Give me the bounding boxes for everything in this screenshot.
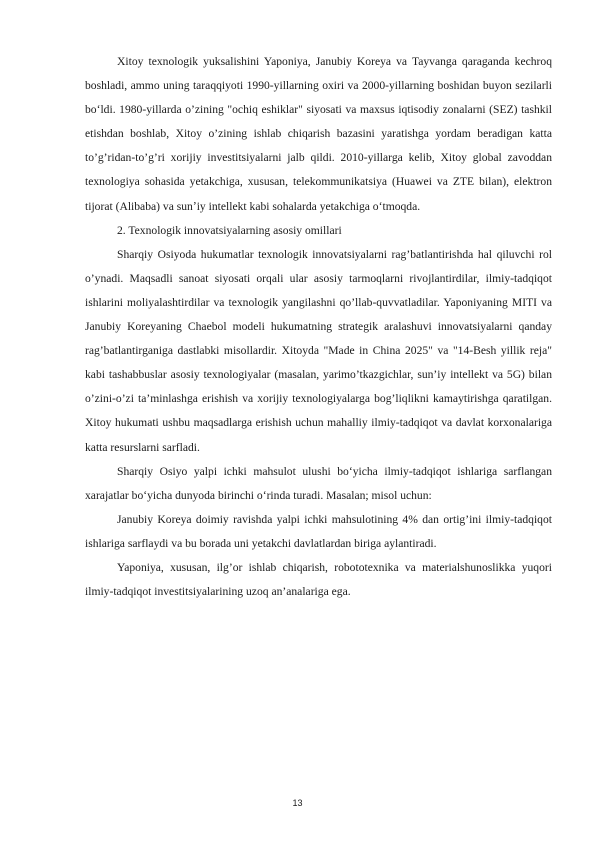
page-number: 13 [292, 798, 303, 808]
paragraph-south-korea: Janubiy Koreya doimiy ravishda yalpi ichki mahsulotining 4% dan ortig’ini ilmiy-tadqiqot ishlariga sarflaydi va bu borada uni yetakchi davlatlardan biriga aylantiradi. [85, 512, 552, 550]
paragraph-china-technology: Xitoy texnologik yuksalishini Yaponiya, Janubiy Koreya va Tayvanga qaraganda kechroq boshladi, ammo uning taraqqiyoti 1990-yillarning oxiri va 2000-yillarning boshidan buyon sezilarli boʻldi. 1980-yillarda o’zining "ochiq eshiklar" siyosati va maxsus iqtisodiy zonalarni (SEZ) tashkil etishdan boshlab, Xitoy o’zining ishlab chiqarish bazasini yaratishga yordam beradigan katta to’g’ridan-to’g’ri xorijiy investitsiyalarni jalb qildi. 2010-yillarga kelib, Xitoy global zavoddan texnologiya sohasida yetakchiga, xususan, telekommunikatsiya (Huawei va ZTE bilan), elektron tijorat (Alibaba) va sunʼiy intellekt kabi sohalarda yetakchiga oʻtmoqda. [85, 55, 552, 213]
paragraph-rnd-spending: Sharqiy Osiyo yalpi ichki mahsulot ulushi boʻyicha ilmiy-tadqiqot ishlariga sarflangan xarajatlar boʻyicha dunyoda birinchi oʻrinda turadi. Masalan; misol uchun: [85, 464, 552, 502]
paragraph-japan: Yaponiya, xususan, ilg’or ishlab chiqarish, robototexnika va materialshunoslikka yuqori ilmiy-tadqiqot investitsiyalarining uzoq an’analariga ega. [85, 560, 552, 599]
section-heading: 2. Texnologik innovatsiyalarning asosiy omillari [117, 223, 342, 237]
paragraph-government-role: Sharqiy Osiyoda hukumatlar texnologik innovatsiyalarni rag’batlantirishda hal qiluvchi rol o’ynadi. Maqsadli sanoat siyosati orqali ular asosiy tarmoqlarni rivojlantirdilar, ilmiy-tadqiqot ishlarini moliyalashtirdilar va texnologik yangilashni qo’llab-quvvatladilar. Yaponiyaning MITI va Janubiy Koreyaning Chaebol modeli hukumatning strategik aralashuvi innovatsiyalarni qanday rag’batlantirganiga dastlabki misollardir. Xitoyda "Made in China 2025" va "14-Besh yillik reja" kabi tashabbuslar asosiy texnologiyalar (masalan, yarimo’tkazgichlar, sun’iy intellekt va 5G) bilan o’zini-o’zi ta’minlashga erishish va xorijiy texnologiyalarga bog’liqlikni kamaytirishga qaratilgan. Xitoy hukumati ushbu maqsadlarga erishish uchun mahalliy ilmiy-tadqiqot va davlat korxonalariga katta resurslarni sarfladi. [85, 247, 552, 454]
document-page [85, 50, 552, 604]
